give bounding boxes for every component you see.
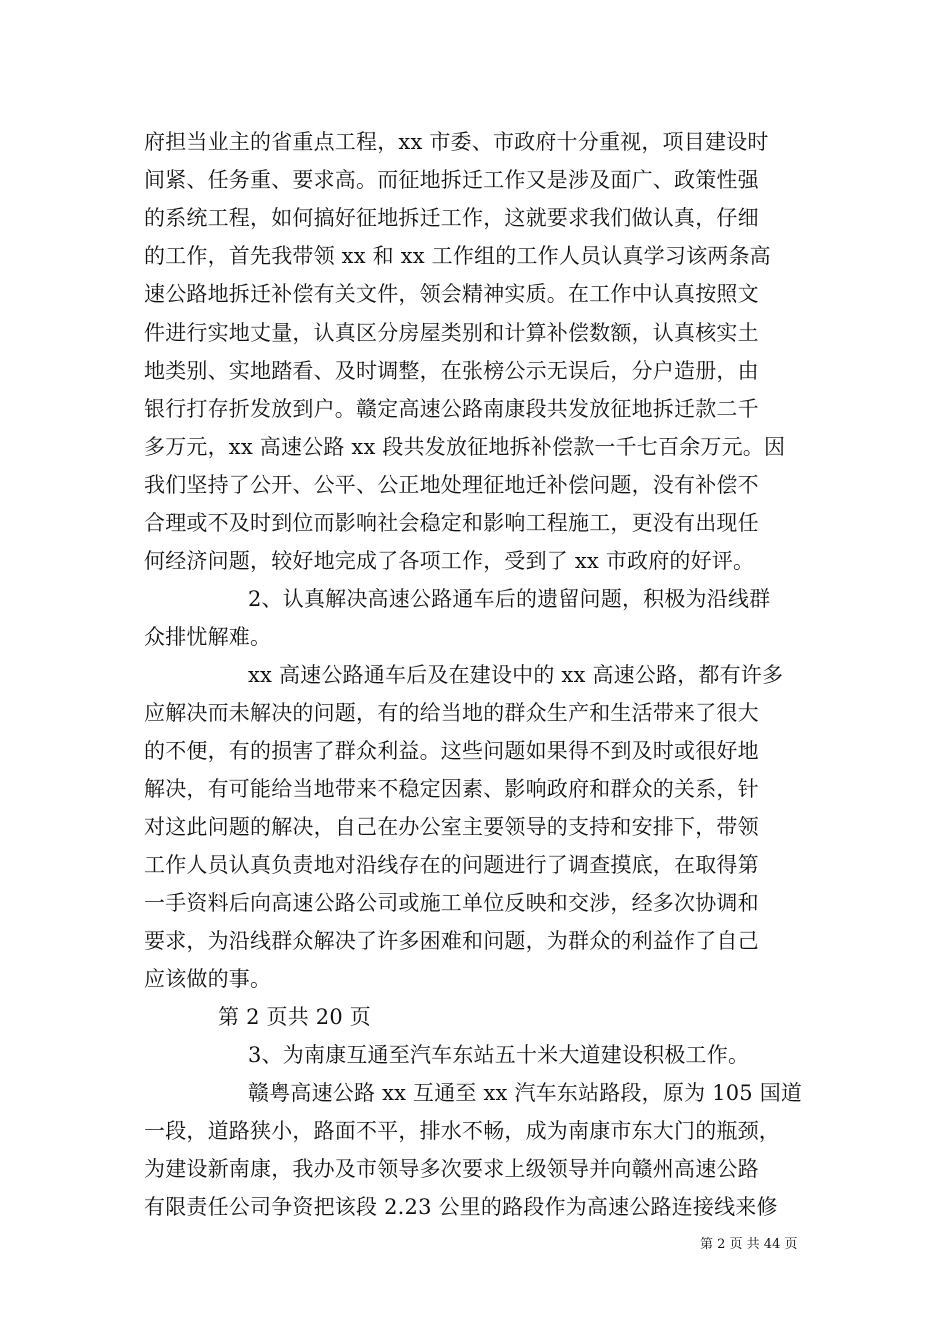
text-line: 件进行实地丈量，认真区分房屋类别和计算补偿数额，认真核实土 [144, 321, 759, 345]
text-line: 众排忧解难。 [144, 625, 272, 649]
text-line: 多万元，xx 高速公路 xx 段共发放征地拆补偿款一千七百余万元。因 [144, 435, 786, 459]
text-line: 合理或不及时到位而影响社会稳定和影响工程施工，更没有出现任 [144, 511, 759, 535]
paragraph-start: xx 高速公路通车后及在建设中的 xx 高速公路，都有许多 [248, 663, 784, 687]
text-line: 为建设新南康，我办及市领导多次要求上级领导并向赣州高速公路 [144, 1157, 759, 1181]
text-line: 有限责任公司争资把该段 2.23 公里的路段作为高速公路连接线来修 [144, 1195, 778, 1219]
text-line: 的系统工程，如何搞好征地拆迁工作，这就要求我们做认真，仔细 [144, 206, 759, 230]
text-line: 的工作，首先我带领 xx 和 xx 工作组的工作人员认真学习该两条高 [144, 244, 771, 268]
text-line: 一手资料后向高速公路公司或施工单位反映和交涉，经多次协调和 [144, 891, 759, 915]
section-heading: 2、认真解决高速公路通车后的遗留问题，积极为沿线群 [248, 587, 771, 611]
text-line: 府担当业主的省重点工程，xx 市委、市政府十分重视，项目建设时 [144, 130, 769, 154]
text-line: 银行打存折发放到户。赣定高速公路南康段共发放征地拆迁款二千 [144, 397, 759, 421]
paragraph-start: 赣粤高速公路 xx 互通至 xx 汽车东站路段，原为 105 国道 [248, 1081, 803, 1105]
text-line: 速公路地拆迁补偿有关文件，领会精神实质。在工作中认真按照文 [144, 282, 759, 306]
text-line: 解决，有可能给当地带来不稳定因素、影响政府和群众的关系，针 [144, 777, 759, 801]
text-line: 一段，道路狭小，路面不平，排水不畅，成为南康市东大门的瓶颈， [144, 1119, 780, 1143]
text-line: 要求，为沿线群众解决了许多困难和问题，为群众的利益作了自己 [144, 929, 759, 953]
text-line: 对这此问题的解决，自己在办公室主要领导的支持和安排下，带领 [144, 815, 759, 839]
text-line: 何经济问题，较好地完成了各项工作，受到了 xx 市政府的好评。 [144, 549, 755, 573]
text-line: 的不便，有的损害了群众利益。这些问题如果得不到及时或很好地 [144, 739, 759, 763]
page-footer: 第 2 页 共 44 页 [700, 1237, 798, 1252]
section-heading: 3、为南康互通至汽车东站五十米大道建设积极工作。 [248, 1043, 750, 1067]
text-line: 地类别、实地踏看、及时调整，在张榜公示无误后，分户造册，由 [144, 359, 759, 383]
text-line: 我们坚持了公开、公平、公正地处理征地迁补偿问题，没有补偿不 [144, 473, 759, 497]
text-line: 应该做的事。 [144, 967, 272, 991]
text-line: 工作人员认真负责地对沿线存在的问题进行了调查摸底，在取得第 [144, 853, 759, 877]
text-line: 间紧、任务重、要求高。而征地拆迁工作又是涉及面广、政策性强 [144, 168, 759, 192]
text-line: 应解决而未解决的问题，有的给当地的群众生产和生活带来了很大 [144, 701, 759, 725]
inline-page-marker: 第 2 页共 20 页 [218, 1005, 371, 1029]
